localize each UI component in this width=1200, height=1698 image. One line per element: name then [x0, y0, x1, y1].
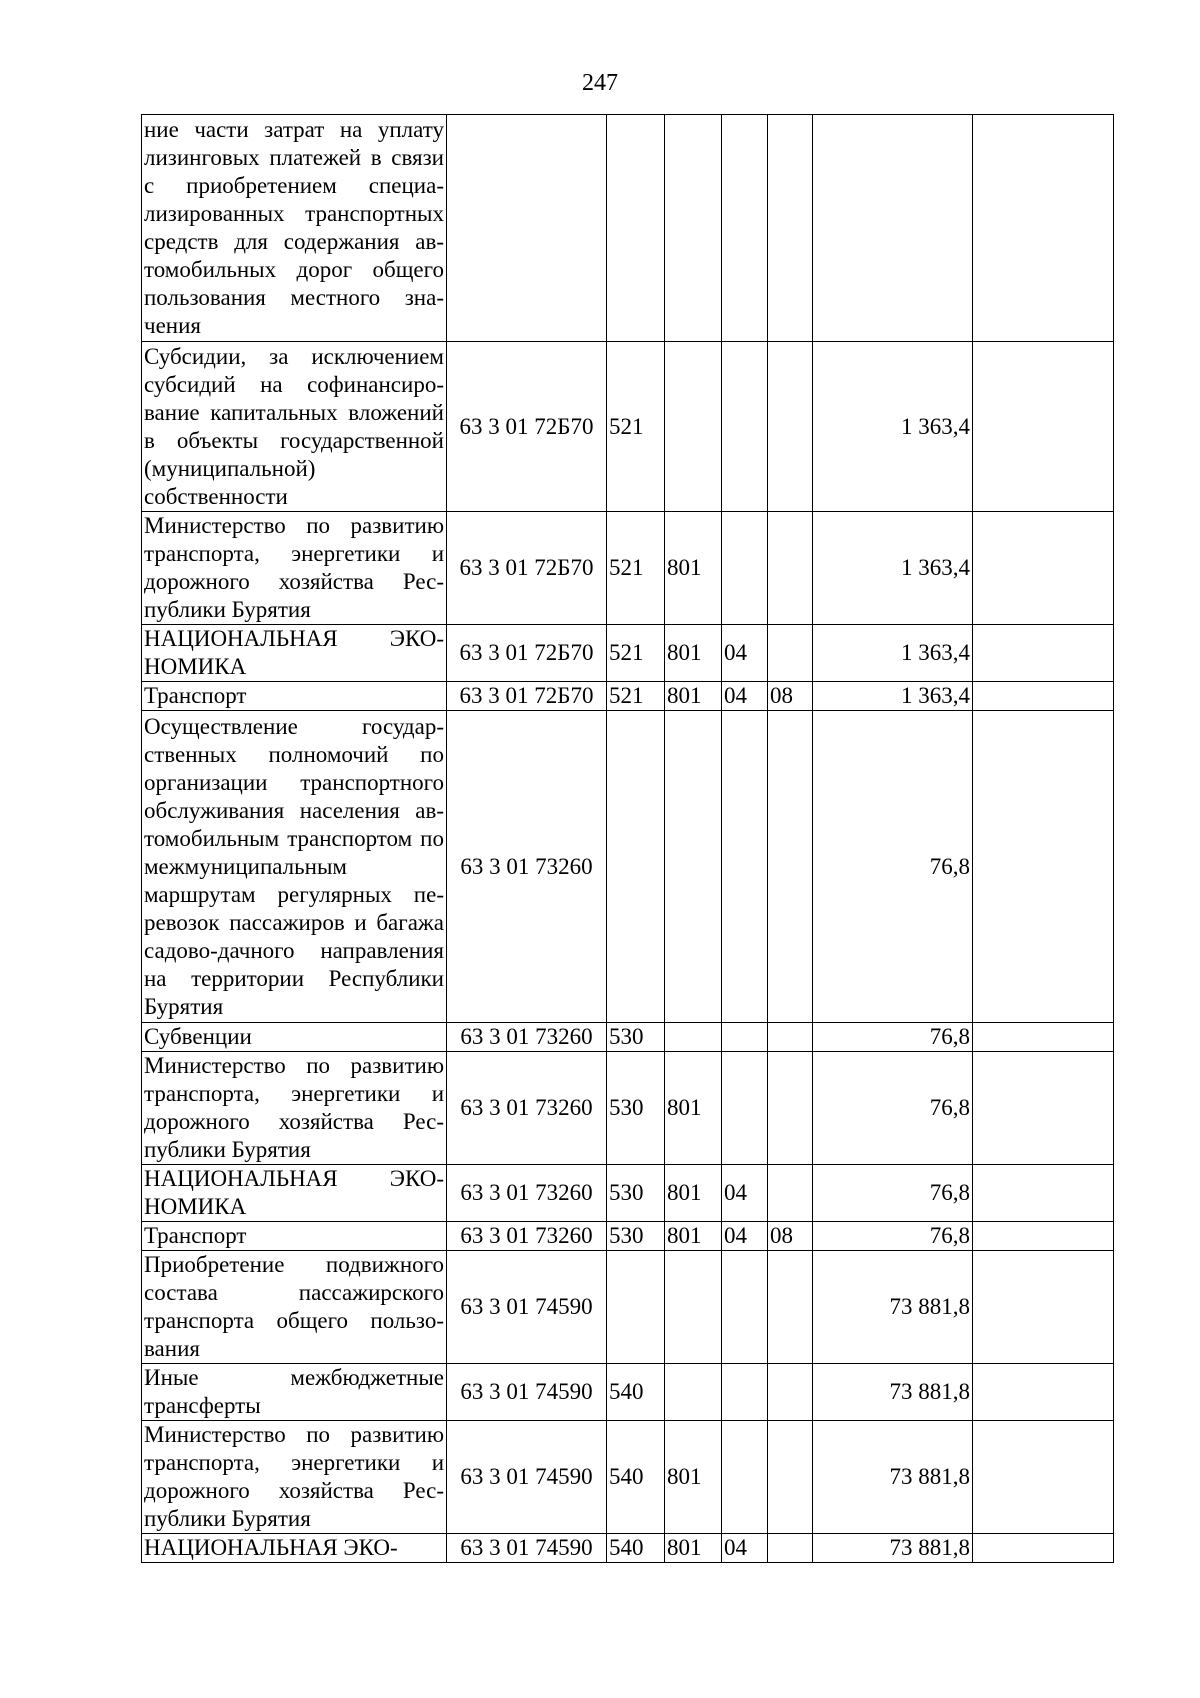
- table-row: [142, 1251, 1114, 1364]
- administrator-code-cell: [665, 1364, 722, 1421]
- target-code-cell: 63 3 01 73260: [447, 1023, 607, 1052]
- expense-type-cell: [607, 115, 665, 342]
- extra-cell: [973, 1222, 1114, 1251]
- table-row: [142, 625, 1114, 682]
- extra-cell: [973, 1421, 1114, 1534]
- row-name-cell: Транспорт: [142, 682, 447, 711]
- table-row: [142, 682, 1114, 711]
- section-code-cell: [722, 512, 768, 625]
- section-code-cell: [722, 1023, 768, 1052]
- amount-cell: 1 363,4: [813, 342, 973, 512]
- table-row: [142, 1165, 1114, 1222]
- amount-cell: 1 363,4: [813, 625, 973, 682]
- expense-type-cell: 521: [607, 625, 665, 682]
- subsection-code-cell: 08: [768, 682, 813, 711]
- administrator-code-cell: [665, 1251, 722, 1364]
- section-code-cell: 04: [722, 1534, 768, 1563]
- target-code-cell: 63 3 01 72Б70: [447, 512, 607, 625]
- extra-cell: [973, 1534, 1114, 1563]
- extra-cell: [973, 1251, 1114, 1364]
- administrator-code-cell: 801: [665, 682, 722, 711]
- amount-cell: 1 363,4: [813, 682, 973, 711]
- subsection-code-cell: [768, 711, 813, 1023]
- expense-type-cell: 530: [607, 1222, 665, 1251]
- table-row: [142, 115, 1114, 342]
- table-row: [142, 1534, 1114, 1563]
- amount-cell: 76,8: [813, 1052, 973, 1165]
- table-row: [142, 1364, 1114, 1421]
- section-code-cell: 04: [722, 1165, 768, 1222]
- subsection-code-cell: [768, 1165, 813, 1222]
- subsection-code-cell: [768, 1251, 813, 1364]
- budget-table: [141, 114, 1114, 1563]
- table-row: [142, 1052, 1114, 1165]
- subsection-code-cell: [768, 625, 813, 682]
- subsection-code-cell: [768, 1534, 813, 1563]
- extra-cell: [973, 625, 1114, 682]
- extra-cell: [973, 1023, 1114, 1052]
- row-name-cell: Субсидии, за исключением субсидий на софинансирование капитальных вложений в объекты государственной (муниципальной) собственности: [142, 342, 447, 512]
- row-name-cell: Осуществление государственных полномочий по организации транспортного обслуживания населения автомобильным транспортом по межмуниципальным маршрутам регулярных перевозок пассажиров и багажа садово-дачного направления на территории Республики Бурятия: [142, 711, 447, 1023]
- row-name-cell: НАЦИОНАЛЬНАЯ ЭКО-: [142, 1534, 447, 1563]
- row-name-cell: НАЦИОНАЛЬНАЯ ЭКОНОМИКА: [142, 625, 447, 682]
- subsection-code-cell: [768, 512, 813, 625]
- section-code-cell: [722, 115, 768, 342]
- target-code-cell: 63 3 01 74590: [447, 1251, 607, 1364]
- amount-cell: 76,8: [813, 711, 973, 1023]
- table-row: [142, 1023, 1114, 1052]
- table-row: [142, 512, 1114, 625]
- section-code-cell: 04: [722, 625, 768, 682]
- table-body: [142, 115, 1114, 1563]
- section-code-cell: [722, 342, 768, 512]
- target-code-cell: 63 3 01 73260: [447, 1165, 607, 1222]
- section-code-cell: 04: [722, 1222, 768, 1251]
- extra-cell: [973, 711, 1114, 1023]
- expense-type-cell: 530: [607, 1023, 665, 1052]
- row-name-cell: Приобретение подвижного состава пассажирского транспорта общего пользования: [142, 1251, 447, 1364]
- expense-type-cell: 530: [607, 1052, 665, 1165]
- section-code-cell: 04: [722, 682, 768, 711]
- administrator-code-cell: [665, 115, 722, 342]
- extra-cell: [973, 512, 1114, 625]
- extra-cell: [973, 682, 1114, 711]
- section-code-cell: [722, 1421, 768, 1534]
- amount-cell: 73 881,8: [813, 1251, 973, 1364]
- subsection-code-cell: [768, 115, 813, 342]
- row-name-cell: Министерство по развитию транспорта, энергетики и дорожного хозяйства Республики Бурятия: [142, 1421, 447, 1534]
- subsection-code-cell: [768, 342, 813, 512]
- administrator-code-cell: 801: [665, 1421, 722, 1534]
- target-code-cell: 63 3 01 74590: [447, 1421, 607, 1534]
- extra-cell: [973, 1364, 1114, 1421]
- amount-cell: 73 881,8: [813, 1364, 973, 1421]
- row-name-cell: НАЦИОНАЛЬНАЯ ЭКОНОМИКА: [142, 1165, 447, 1222]
- section-code-cell: [722, 1052, 768, 1165]
- administrator-code-cell: 801: [665, 512, 722, 625]
- section-code-cell: [722, 1251, 768, 1364]
- amount-cell: 1 363,4: [813, 512, 973, 625]
- amount-cell: [813, 115, 973, 342]
- amount-cell: 76,8: [813, 1165, 973, 1222]
- section-code-cell: [722, 1364, 768, 1421]
- target-code-cell: 63 3 01 72Б70: [447, 342, 607, 512]
- administrator-code-cell: 801: [665, 1222, 722, 1251]
- administrator-code-cell: 801: [665, 1165, 722, 1222]
- subsection-code-cell: [768, 1023, 813, 1052]
- extra-cell: [973, 1052, 1114, 1165]
- subsection-code-cell: [768, 1421, 813, 1534]
- table-row: [142, 1421, 1114, 1534]
- row-name-cell: ние части затрат на уплату лизинговых платежей в связи с приобретением специализированных транспортных средств для содержания автомобильных дорог общего пользования местного значения: [142, 115, 447, 342]
- amount-cell: 76,8: [813, 1222, 973, 1251]
- target-code-cell: 63 3 01 73260: [447, 1052, 607, 1165]
- subsection-code-cell: [768, 1364, 813, 1421]
- subsection-code-cell: 08: [768, 1222, 813, 1251]
- administrator-code-cell: 801: [665, 625, 722, 682]
- target-code-cell: 63 3 01 74590: [447, 1364, 607, 1421]
- row-name-cell: Субвенции: [142, 1023, 447, 1052]
- expense-type-cell: 521: [607, 512, 665, 625]
- target-code-cell: 63 3 01 72Б70: [447, 625, 607, 682]
- administrator-code-cell: [665, 1023, 722, 1052]
- target-code-cell: [447, 115, 607, 342]
- row-name-cell: Министерство по развитию транспорта, энергетики и дорожного хозяйства Республики Бурятия: [142, 1052, 447, 1165]
- extra-cell: [973, 115, 1114, 342]
- amount-cell: 76,8: [813, 1023, 973, 1052]
- expense-type-cell: [607, 1251, 665, 1364]
- table-row: [142, 342, 1114, 512]
- section-code-cell: [722, 711, 768, 1023]
- row-name-cell: Иные межбюджетные трансферты: [142, 1364, 447, 1421]
- target-code-cell: 63 3 01 73260: [447, 1222, 607, 1251]
- expense-type-cell: [607, 711, 665, 1023]
- administrator-code-cell: 801: [665, 1052, 722, 1165]
- amount-cell: 73 881,8: [813, 1421, 973, 1534]
- expense-type-cell: 540: [607, 1364, 665, 1421]
- table-row: [142, 1222, 1114, 1251]
- expense-type-cell: 530: [607, 1165, 665, 1222]
- row-name-cell: Министерство по развитию транспорта, энергетики и дорожного хозяйства Республики Бурятия: [142, 512, 447, 625]
- extra-cell: [973, 342, 1114, 512]
- target-code-cell: 63 3 01 72Б70: [447, 682, 607, 711]
- page-number: 247: [582, 70, 618, 96]
- expense-type-cell: 521: [607, 682, 665, 711]
- row-name-cell: Транспорт: [142, 1222, 447, 1251]
- subsection-code-cell: [768, 1052, 813, 1165]
- target-code-cell: 63 3 01 74590: [447, 1534, 607, 1563]
- extra-cell: [973, 1165, 1114, 1222]
- amount-cell: 73 881,8: [813, 1534, 973, 1563]
- target-code-cell: 63 3 01 73260: [447, 711, 607, 1023]
- table-row: [142, 711, 1114, 1023]
- administrator-code-cell: [665, 342, 722, 512]
- administrator-code-cell: [665, 711, 722, 1023]
- administrator-code-cell: 801: [665, 1534, 722, 1563]
- expense-type-cell: 540: [607, 1421, 665, 1534]
- expense-type-cell: 521: [607, 342, 665, 512]
- expense-type-cell: 540: [607, 1534, 665, 1563]
